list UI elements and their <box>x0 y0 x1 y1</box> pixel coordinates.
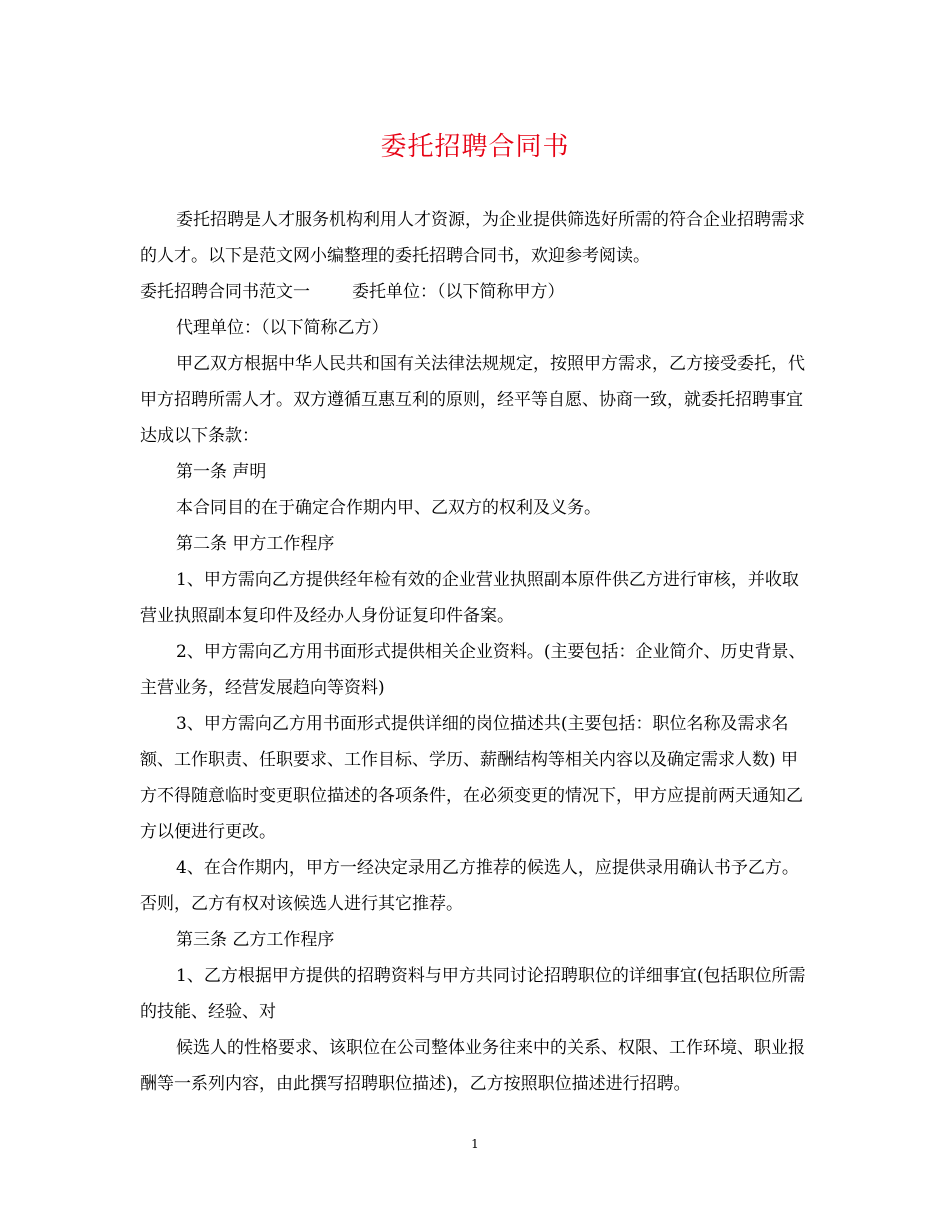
document-title: 委托招聘合同书 <box>380 132 570 162</box>
article-two-item-4: 4、在合作期内，甲方一经决定录用乙方推荐的候选人，应提供录用确认书予乙方。否则，乙方有权对该候选人进行其它推荐。 <box>140 858 799 914</box>
article-two-item-3: 3、甲方需向乙方用书面形式提供详细的岗位描述共(主要包括：职位名称及需求名额、工作职责、任职要求、工作目标、学历、薪酬结构等相关内容以及确定需求人数) 甲方不得随意临时变更职位描述的各项条件，在必须变更的情况下，甲方应提前两天通知乙方以便进行更改。 <box>140 714 803 842</box>
article-three-item-1-continued: 候选人的性格要求、该职位在公司整体业务往来中的关系、权限、工作环境、职业报酬等一系列内容，由此撰写招聘职位描述)，乙方按照职位描述进行招聘。 <box>140 1038 805 1094</box>
article-two-item-1: 1、甲方需向乙方提供经年检有效的企业营业执照副本原件供乙方进行审核，并收取营业执照副本复印件及经办人身份证复印件备案。 <box>140 570 799 626</box>
article-three-heading: 第三条 乙方工作程序 <box>176 930 335 950</box>
agreement-preamble: 甲乙双方根据中华人民共和国有关法律法规规定，按照甲方需求，乙方接受委托，代甲方招聘所需人才。双方遵循互惠互利的原则，经平等自愿、协商一致，就委托招聘事宜达成以下条款： <box>140 354 805 446</box>
agent-unit-paragraph: 代理单位：（以下简称乙方） <box>176 318 389 338</box>
intro-paragraph: 委托招聘是人才服务机构利用人才资源，为企业提供筛选好所需的符合企业招聘需求的人才。以下是范文网小编整理的委托招聘合同书，欢迎参考阅读。 <box>140 210 805 266</box>
article-three-item-1: 1、乙方根据甲方提供的招聘资料与甲方共同讨论招聘职位的详细事宜(包括职位所需的技能、经验、对 <box>140 966 806 1022</box>
page-number: 1 <box>471 1137 479 1151</box>
article-one-content: 本合同目的在于确定合作期内甲、乙双方的权利及义务。 <box>176 498 601 518</box>
article-one-heading: 第一条 声明 <box>176 462 267 482</box>
sample-heading-line <box>140 274 812 310</box>
client-unit-label: 委托单位：（以下简称甲方） <box>352 282 565 302</box>
article-two-heading: 第二条 甲方工作程序 <box>176 534 335 554</box>
sample-title: 委托招聘合同书范文一 <box>140 282 310 302</box>
document-body <box>140 202 812 1102</box>
article-two-item-2: 2、甲方需向乙方用书面形式提供相关企业资料。(主要包括：企业简介、历史背景、主营业务，经营发展趋向等资料) <box>140 642 806 698</box>
